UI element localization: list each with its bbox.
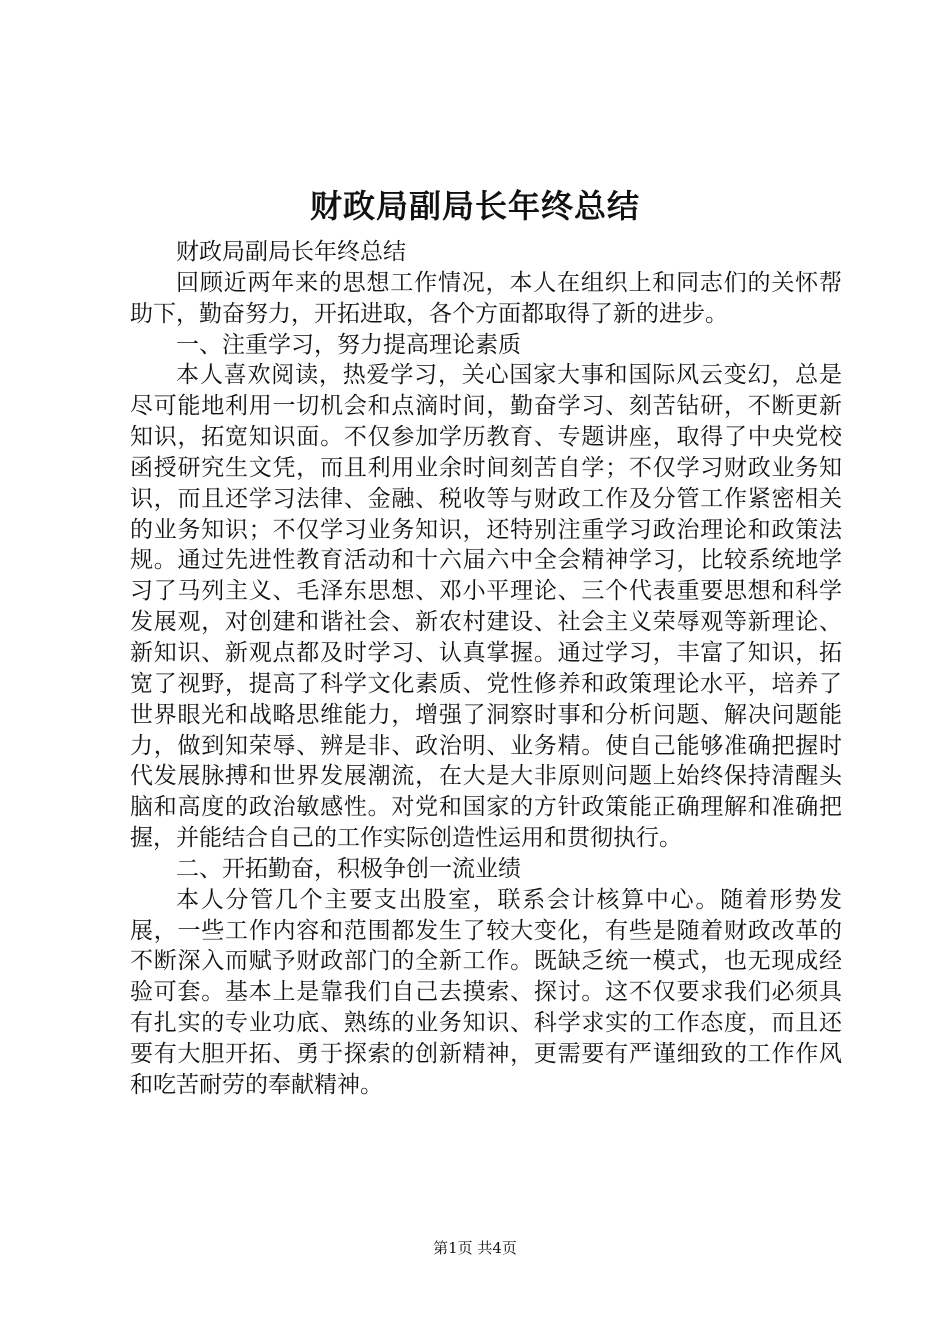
- paragraph-intro: 回顾近两年来的思想工作情况，本人在组织上和同志们的关怀帮助下，勤奋努力，开拓进取，各个方面都取得了新的进步。: [130, 269, 842, 327]
- document-title: 财政局副局长年终总结: [309, 187, 640, 225]
- paragraph-section-2: 本人分管几个主要支出股室，联系会计核算中心。随着形势发展，一些工作内容和范围都发生了较大变化，有些是随着财政改革的不断深入而赋予财政部门的全新工作。既缺乏统一模式，也无现成经验可套。基本上是靠我们自己去摸索、探讨。这不仅要求我们必须具有扎实的专业功底、熟练的业务知识、科学求实的工作态度，而且还要有大胆开拓、勇于探索的创新精神，更需要有严谨细致的工作作风和吃苦耐劳的奉献精神。: [130, 886, 842, 1098]
- section-heading-1: 一、注重学习，努力提高理论素质: [176, 331, 521, 358]
- section-heading-2: 二、开拓勤奋，积极争创一流业绩: [176, 855, 521, 882]
- paragraph-section-1: 本人喜欢阅读，热爱学习，关心国家大事和国际风云变幻，总是尽可能地利用一切机会和点滴时间，勤奋学习、刻苦钻研，不断更新知识，拓宽知识面。不仅参加学历教育、专题讲座，取得了中央党校函授研究生文凭，而且利用业余时间刻苦自学；不仅学习财政业务知识，而且还学习法律、金融、税收等与财政工作及分管工作紧密相关的业务知识；不仅学习业务知识，还特别注重学习政治理论和政策法规。通过先进性教育活动和十六届六中全会精神学习，比较系统地学习了马列主义、毛泽东思想、邓小平理论、三个代表重要思想和科学发展观，对创建和谐社会、新农村建设、社会主义荣辱观等新理论、新知识、新观点都及时学习、认真掌握。通过学习，丰富了知识，拓宽了视野，提高了科学文化素质、党性修养和政策理论水平，培养了世界眼光和战略思维能力，增强了洞察时事和分析问题、解决问题能力，做到知荣辱、辨是非、政治明、业务精。使自己能够准确把握时代发展脉搏和世界发展潮流，在大是大非原则问题上始终保持清醒头脑和高度的政治敏感性。对党和国家的方针政策能正确理解和准确把握，并能结合自己的工作实际创造性运用和贯彻执行。: [130, 362, 842, 852]
- page-footer: 第1页 共4页: [433, 1239, 517, 1257]
- document-body: [130, 237, 842, 1101]
- paragraph-subtitle: 财政局副局长年终总结: [176, 239, 406, 265]
